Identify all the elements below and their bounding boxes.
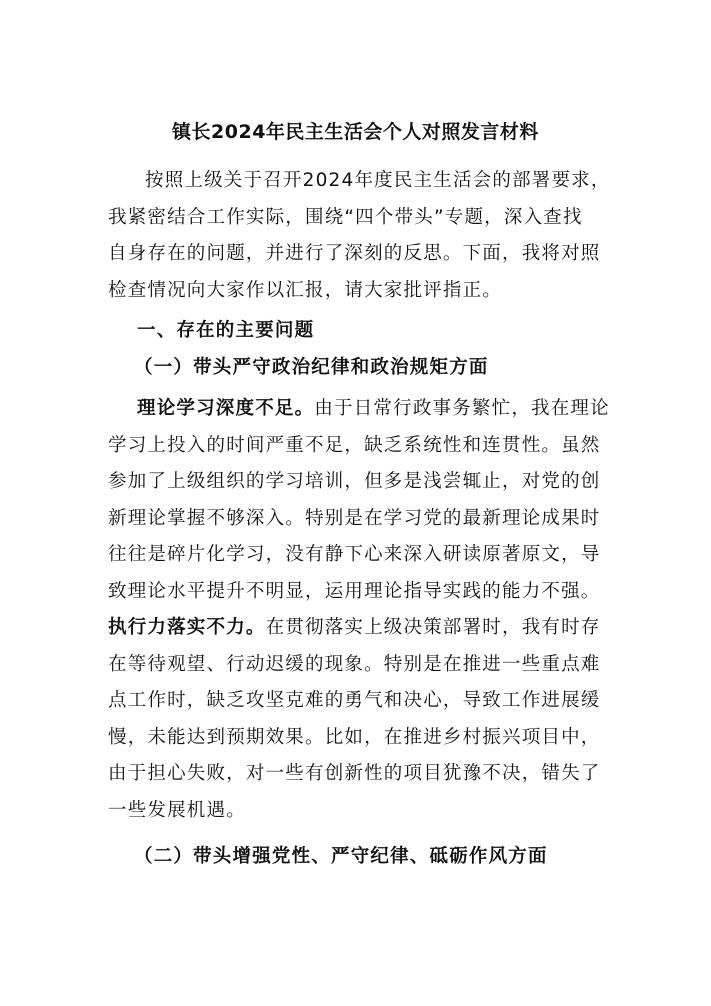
- execution-line: 在等待观望、行动迟缓的现象。特别是在推进一些重点难: [108, 653, 601, 675]
- execution-line: 慢，未能达到预期效果。比如，在推进乡村振兴项目中，: [108, 726, 601, 748]
- intro-line: 检查情况向大家作以汇报，请大家批评指正。: [108, 279, 503, 301]
- theory-first-line: [108, 391, 610, 428]
- document-title: 镇长2024年民主生活会个人对照发言材料: [172, 121, 539, 143]
- theory-first-line-text: 由于日常行政事务繁忙，我在理论: [314, 398, 610, 419]
- issues-paragraph: [108, 391, 610, 829]
- intro-line: 按照上级关于召开2024年度民主生活会的部署要求，: [145, 170, 611, 191]
- theory-line: 学习上投入的时间严重不足，缺乏系统性和连贯性。虽然: [108, 434, 601, 456]
- execution-line: 由于担心失败，对一些有创新性的项目犹豫不决，错失了: [108, 763, 601, 784]
- execution-line: 一些发展机遇。: [108, 799, 246, 821]
- theory-lead: 理论学习深度不足。: [137, 398, 315, 419]
- intro-line: 自身存在的问题，并进行了深刻的反思。下面，我将对照: [108, 243, 601, 264]
- intro-paragraph: [108, 163, 611, 309]
- subsection-heading-1: （一）带头严守政治纪律和政治规矩方面: [134, 357, 489, 378]
- intro-line: 我紧密结合工作实际，围绕“四个带头”专题，深入查找: [108, 206, 583, 228]
- theory-line: 致理论水平提升不明显，运用理论指导实践的能力不强。: [108, 580, 601, 602]
- theory-line: 往往是碎片化学习，没有静下心来深入研读原著原文，导: [108, 544, 601, 565]
- section-heading-1: 一、存在的主要问题: [137, 320, 315, 341]
- theory-line: 参加了上级组织的学习培训，但多是浅尝辄止，对党的创: [108, 471, 601, 492]
- execution-lead: 执行力落实不力。: [108, 617, 266, 638]
- execution-first-line-text: 在贯彻落实上级决策部署时，我有时存: [265, 617, 601, 638]
- subsection-heading-2: （二）带头增强党性、严守纪律、砥砺作风方面: [134, 846, 548, 867]
- theory-line: 新理论掌握不够深入。特别是在学习党的最新理论成果时: [108, 507, 601, 529]
- execution-first-line: [108, 610, 606, 647]
- execution-line: 点工作时，缺乏攻坚克难的勇气和决心，导致工作进展缓: [108, 690, 601, 711]
